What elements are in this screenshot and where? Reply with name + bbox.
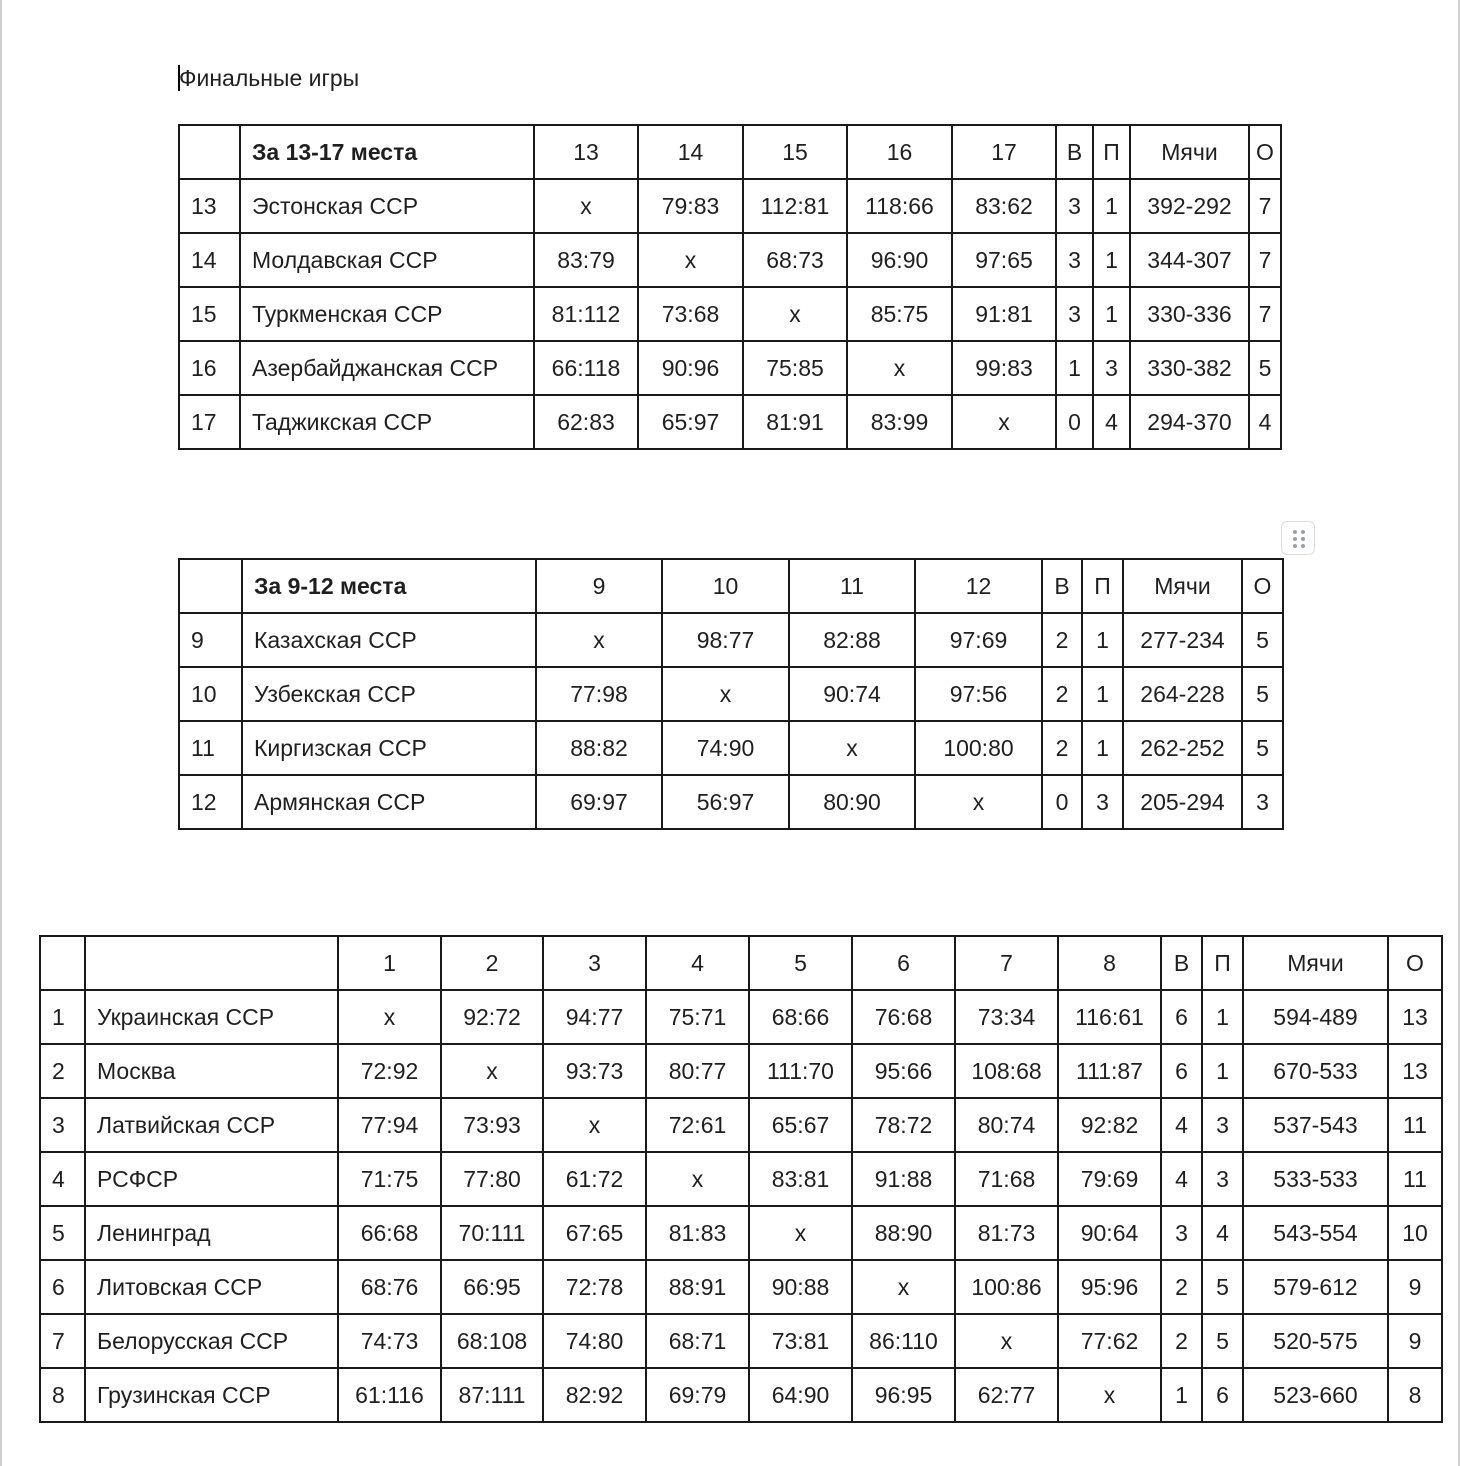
score-cell[interactable]: х xyxy=(338,990,441,1044)
score-cell[interactable]: х xyxy=(955,1314,1058,1368)
column-header[interactable]: 16 xyxy=(847,125,952,179)
score-cell[interactable]: 98:77 xyxy=(662,613,789,667)
score-cell[interactable]: 85:75 xyxy=(847,287,952,341)
column-header[interactable] xyxy=(179,559,242,613)
team-name[interactable]: Казахская ССР xyxy=(242,613,536,667)
score-cell[interactable]: 74:90 xyxy=(662,721,789,775)
table-title-cell[interactable]: За 13-17 места xyxy=(240,125,534,179)
score-cell[interactable]: 7 xyxy=(1249,287,1281,341)
table-row xyxy=(179,721,1283,775)
score-cell[interactable]: 100:86 xyxy=(955,1260,1058,1314)
score-cell[interactable]: 95:96 xyxy=(1058,1260,1161,1314)
score-cell[interactable]: 3 xyxy=(1242,775,1283,829)
score-cell[interactable]: 80:74 xyxy=(955,1098,1058,1152)
score-cell[interactable]: 579-612 xyxy=(1243,1260,1388,1314)
table-title-cell[interactable]: За 9-12 места xyxy=(242,559,536,613)
score-cell[interactable]: 76:68 xyxy=(852,990,955,1044)
place-number[interactable]: 9 xyxy=(179,613,242,667)
score-cell[interactable]: 3 xyxy=(1056,233,1093,287)
place-number[interactable]: 1 xyxy=(40,990,85,1044)
table-places-1-8[interactable] xyxy=(39,935,1443,1423)
score-cell[interactable]: 2 xyxy=(1042,667,1082,721)
score-cell[interactable]: 80:77 xyxy=(646,1044,749,1098)
score-cell[interactable]: 90:88 xyxy=(749,1260,852,1314)
team-name[interactable]: РСФСР xyxy=(85,1152,338,1206)
score-cell[interactable]: 97:65 xyxy=(952,233,1056,287)
score-cell[interactable]: 99:83 xyxy=(952,341,1056,395)
table-row xyxy=(179,233,1281,287)
team-name[interactable]: Туркменская ССР xyxy=(240,287,534,341)
table-row xyxy=(179,775,1283,829)
score-cell[interactable]: х xyxy=(852,1260,955,1314)
score-cell[interactable]: 90:96 xyxy=(638,341,743,395)
column-header[interactable]: П xyxy=(1082,559,1123,613)
score-cell[interactable]: х xyxy=(847,341,952,395)
table-row xyxy=(40,1098,1442,1152)
column-header[interactable] xyxy=(40,936,85,990)
score-cell[interactable]: 11 xyxy=(1388,1152,1442,1206)
team-name[interactable]: Азербайджанская ССР xyxy=(240,341,534,395)
score-cell[interactable]: 96:90 xyxy=(847,233,952,287)
table-header-row xyxy=(40,936,1442,990)
place-number[interactable]: 13 xyxy=(179,179,240,233)
score-cell[interactable]: 262-252 xyxy=(1123,721,1242,775)
team-name[interactable]: Украинская ССР xyxy=(85,990,338,1044)
score-cell[interactable]: 118:66 xyxy=(847,179,952,233)
team-name[interactable]: Грузинская ССР xyxy=(85,1368,338,1422)
score-cell[interactable]: 81:73 xyxy=(955,1206,1058,1260)
score-cell[interactable]: 6 xyxy=(1161,990,1202,1044)
score-cell[interactable]: 1 xyxy=(1082,667,1123,721)
score-cell[interactable]: 0 xyxy=(1056,395,1093,449)
place-number[interactable]: 8 xyxy=(40,1368,85,1422)
score-cell[interactable]: 5 xyxy=(1242,667,1283,721)
column-header[interactable]: О xyxy=(1242,559,1283,613)
column-header[interactable]: 14 xyxy=(638,125,743,179)
score-cell[interactable]: 72:61 xyxy=(646,1098,749,1152)
score-cell[interactable]: 93:73 xyxy=(543,1044,646,1098)
place-number[interactable]: 16 xyxy=(179,341,240,395)
score-cell[interactable]: 62:83 xyxy=(534,395,638,449)
team-name[interactable]: Молдавская ССР xyxy=(240,233,534,287)
score-cell[interactable]: 670-533 xyxy=(1243,1044,1388,1098)
column-header[interactable]: 5 xyxy=(749,936,852,990)
score-cell[interactable]: 1 xyxy=(1056,341,1093,395)
score-cell[interactable]: 1 xyxy=(1161,1368,1202,1422)
table-row xyxy=(179,613,1283,667)
score-cell[interactable]: 73:68 xyxy=(638,287,743,341)
table-row xyxy=(40,1206,1442,1260)
score-cell[interactable]: 68:76 xyxy=(338,1260,441,1314)
score-cell[interactable]: 9 xyxy=(1388,1314,1442,1368)
team-name[interactable]: Белорусская ССР xyxy=(85,1314,338,1368)
score-cell[interactable]: 97:56 xyxy=(915,667,1042,721)
score-cell[interactable]: 94:77 xyxy=(543,990,646,1044)
table-title-cell[interactable] xyxy=(85,936,338,990)
column-header[interactable]: П xyxy=(1093,125,1130,179)
score-cell[interactable]: 90:74 xyxy=(789,667,915,721)
table-row xyxy=(179,667,1283,721)
score-cell[interactable]: 70:111 xyxy=(441,1206,543,1260)
score-cell[interactable]: 66:95 xyxy=(441,1260,543,1314)
table-row xyxy=(179,341,1281,395)
score-cell[interactable]: 5 xyxy=(1202,1314,1243,1368)
score-cell[interactable]: х xyxy=(662,667,789,721)
column-header[interactable]: 11 xyxy=(789,559,915,613)
score-cell[interactable]: 71:68 xyxy=(955,1152,1058,1206)
score-cell[interactable]: х xyxy=(534,179,638,233)
score-cell[interactable]: 95:66 xyxy=(852,1044,955,1098)
score-cell[interactable]: 330-336 xyxy=(1130,287,1249,341)
score-cell[interactable]: 80:90 xyxy=(789,775,915,829)
page-edge-left xyxy=(0,0,2,1466)
score-cell[interactable]: 3 xyxy=(1056,287,1093,341)
score-cell[interactable]: 92:82 xyxy=(1058,1098,1161,1152)
score-cell[interactable]: 1 xyxy=(1082,613,1123,667)
score-cell[interactable]: 77:98 xyxy=(536,667,662,721)
column-header[interactable]: 7 xyxy=(955,936,1058,990)
score-cell[interactable]: 65:67 xyxy=(749,1098,852,1152)
place-number[interactable]: 12 xyxy=(179,775,242,829)
column-header[interactable]: 15 xyxy=(743,125,847,179)
document-heading[interactable] xyxy=(178,62,359,94)
team-name[interactable]: Ленинград xyxy=(85,1206,338,1260)
score-cell[interactable]: 83:99 xyxy=(847,395,952,449)
score-cell[interactable]: 75:71 xyxy=(646,990,749,1044)
score-cell[interactable]: х xyxy=(743,287,847,341)
score-cell[interactable]: 6 xyxy=(1161,1044,1202,1098)
score-cell[interactable]: 5 xyxy=(1242,613,1283,667)
score-cell[interactable]: 112:81 xyxy=(743,179,847,233)
score-cell[interactable]: 111:70 xyxy=(749,1044,852,1098)
score-cell[interactable]: 64:90 xyxy=(749,1368,852,1422)
place-number[interactable]: 7 xyxy=(40,1314,85,1368)
score-cell[interactable]: 68:108 xyxy=(441,1314,543,1368)
table-row xyxy=(40,990,1442,1044)
place-number[interactable]: 10 xyxy=(179,667,242,721)
table-drag-handle[interactable] xyxy=(1281,521,1315,555)
score-cell[interactable]: 83:81 xyxy=(749,1152,852,1206)
table-places-9-12[interactable] xyxy=(178,558,1284,830)
place-number[interactable]: 6 xyxy=(40,1260,85,1314)
score-cell[interactable]: 392-292 xyxy=(1130,179,1249,233)
table-row xyxy=(40,1152,1442,1206)
team-name[interactable]: Киргизская ССР xyxy=(242,721,536,775)
place-number[interactable]: 3 xyxy=(40,1098,85,1152)
score-cell[interactable]: 77:94 xyxy=(338,1098,441,1152)
table-header-row xyxy=(179,125,1281,179)
score-cell[interactable]: 61:72 xyxy=(543,1152,646,1206)
score-cell[interactable]: 83:79 xyxy=(534,233,638,287)
score-cell[interactable]: 4 xyxy=(1093,395,1130,449)
score-cell[interactable]: 68:73 xyxy=(743,233,847,287)
score-cell[interactable]: 11 xyxy=(1388,1098,1442,1152)
score-cell[interactable]: 7 xyxy=(1249,233,1281,287)
score-cell[interactable]: 92:72 xyxy=(441,990,543,1044)
score-cell[interactable]: 594-489 xyxy=(1243,990,1388,1044)
score-cell[interactable]: 56:97 xyxy=(662,775,789,829)
score-cell[interactable]: 3 xyxy=(1056,179,1093,233)
score-cell[interactable]: 537-543 xyxy=(1243,1098,1388,1152)
score-cell[interactable]: 88:91 xyxy=(646,1260,749,1314)
table-row xyxy=(179,179,1281,233)
score-cell[interactable]: 88:82 xyxy=(536,721,662,775)
column-header[interactable]: 4 xyxy=(646,936,749,990)
score-cell[interactable]: 61:116 xyxy=(338,1368,441,1422)
column-header[interactable]: В xyxy=(1161,936,1202,990)
score-cell[interactable]: 81:91 xyxy=(743,395,847,449)
column-header[interactable]: Мячи xyxy=(1130,125,1249,179)
place-number[interactable]: 14 xyxy=(179,233,240,287)
score-cell[interactable]: 1 xyxy=(1202,990,1243,1044)
table-row xyxy=(40,1044,1442,1098)
score-cell[interactable]: 13 xyxy=(1388,1044,1442,1098)
team-name[interactable]: Латвийская ССР xyxy=(85,1098,338,1152)
score-cell[interactable]: 294-370 xyxy=(1130,395,1249,449)
score-cell[interactable]: 9 xyxy=(1388,1260,1442,1314)
drag-handle-icon xyxy=(1291,528,1307,550)
place-number[interactable]: 11 xyxy=(179,721,242,775)
score-cell[interactable]: 5 xyxy=(1202,1260,1243,1314)
score-cell[interactable]: 77:62 xyxy=(1058,1314,1161,1368)
score-cell[interactable]: 2 xyxy=(1042,721,1082,775)
heading-text: Финальные игры xyxy=(179,65,360,91)
column-header[interactable]: 10 xyxy=(662,559,789,613)
score-cell[interactable]: 116:61 xyxy=(1058,990,1161,1044)
score-cell[interactable]: 71:75 xyxy=(338,1152,441,1206)
column-header[interactable]: П xyxy=(1202,936,1243,990)
place-number[interactable]: 2 xyxy=(40,1044,85,1098)
score-cell[interactable]: 13 xyxy=(1388,990,1442,1044)
column-header[interactable]: О xyxy=(1249,125,1281,179)
place-number[interactable]: 5 xyxy=(40,1206,85,1260)
team-name[interactable]: Литовская ССР xyxy=(85,1260,338,1314)
score-cell[interactable]: 533-533 xyxy=(1243,1152,1388,1206)
column-header[interactable]: 17 xyxy=(952,125,1056,179)
table-row xyxy=(179,287,1281,341)
score-cell[interactable]: 68:66 xyxy=(749,990,852,1044)
column-header[interactable]: Мячи xyxy=(1123,559,1242,613)
column-header[interactable]: 2 xyxy=(441,936,543,990)
score-cell[interactable]: 73:34 xyxy=(955,990,1058,1044)
score-cell[interactable]: 7 xyxy=(1249,179,1281,233)
score-cell[interactable]: 2 xyxy=(1161,1260,1202,1314)
score-cell[interactable]: 4 xyxy=(1249,395,1281,449)
score-cell[interactable]: 96:95 xyxy=(852,1368,955,1422)
score-cell[interactable]: 520-575 xyxy=(1243,1314,1388,1368)
score-cell[interactable]: 10 xyxy=(1388,1206,1442,1260)
score-cell[interactable]: 5 xyxy=(1242,721,1283,775)
column-header[interactable]: 8 xyxy=(1058,936,1161,990)
score-cell[interactable]: 1 xyxy=(1093,179,1130,233)
score-cell[interactable]: 344-307 xyxy=(1130,233,1249,287)
team-name[interactable]: Москва xyxy=(85,1044,338,1098)
score-cell[interactable]: 5 xyxy=(1249,341,1281,395)
score-cell[interactable]: х xyxy=(543,1098,646,1152)
table-row xyxy=(179,395,1281,449)
score-cell[interactable]: х xyxy=(536,613,662,667)
score-cell[interactable]: 86:110 xyxy=(852,1314,955,1368)
score-cell[interactable]: 81:112 xyxy=(534,287,638,341)
score-cell[interactable]: 277-234 xyxy=(1123,613,1242,667)
score-cell[interactable]: 1 xyxy=(1093,287,1130,341)
place-number[interactable]: 17 xyxy=(179,395,240,449)
score-cell[interactable]: 330-382 xyxy=(1130,341,1249,395)
score-cell[interactable]: 2 xyxy=(1161,1314,1202,1368)
score-cell[interactable]: 3 xyxy=(1161,1206,1202,1260)
table-row xyxy=(40,1368,1442,1422)
score-cell[interactable]: 523-660 xyxy=(1243,1368,1388,1422)
score-cell[interactable]: 108:68 xyxy=(955,1044,1058,1098)
team-name[interactable]: Армянская ССР xyxy=(242,775,536,829)
column-header[interactable]: 3 xyxy=(543,936,646,990)
score-cell[interactable]: 8 xyxy=(1388,1368,1442,1422)
score-cell[interactable]: 4 xyxy=(1202,1206,1243,1260)
table-row xyxy=(40,1314,1442,1368)
score-cell[interactable]: 73:93 xyxy=(441,1098,543,1152)
score-cell[interactable]: 74:80 xyxy=(543,1314,646,1368)
score-cell[interactable]: 3 xyxy=(1202,1098,1243,1152)
team-name[interactable]: Эстонская ССР xyxy=(240,179,534,233)
score-cell[interactable]: 72:92 xyxy=(338,1044,441,1098)
column-header[interactable]: В xyxy=(1056,125,1093,179)
score-cell[interactable]: 0 xyxy=(1042,775,1082,829)
score-cell[interactable]: х xyxy=(749,1206,852,1260)
score-cell[interactable]: 66:118 xyxy=(534,341,638,395)
team-name[interactable]: Узбекская ССР xyxy=(242,667,536,721)
score-cell[interactable]: х xyxy=(638,233,743,287)
score-cell[interactable]: 72:78 xyxy=(543,1260,646,1314)
score-cell[interactable]: 67:65 xyxy=(543,1206,646,1260)
column-header[interactable]: Мячи xyxy=(1243,936,1388,990)
table-row xyxy=(40,1260,1442,1314)
score-cell[interactable]: 62:77 xyxy=(955,1368,1058,1422)
score-cell[interactable]: 68:71 xyxy=(646,1314,749,1368)
column-header[interactable]: 6 xyxy=(852,936,955,990)
score-cell[interactable]: х xyxy=(646,1152,749,1206)
score-cell[interactable]: 91:81 xyxy=(952,287,1056,341)
column-header[interactable]: 1 xyxy=(338,936,441,990)
score-cell[interactable]: 79:69 xyxy=(1058,1152,1161,1206)
column-header[interactable] xyxy=(179,125,240,179)
score-cell[interactable]: 4 xyxy=(1161,1152,1202,1206)
score-cell[interactable]: 6 xyxy=(1202,1368,1243,1422)
column-header[interactable]: В xyxy=(1042,559,1082,613)
score-cell[interactable]: 1 xyxy=(1202,1044,1243,1098)
score-cell[interactable]: 3 xyxy=(1093,341,1130,395)
place-number[interactable]: 15 xyxy=(179,287,240,341)
score-cell[interactable]: 79:83 xyxy=(638,179,743,233)
score-cell[interactable]: 4 xyxy=(1161,1098,1202,1152)
score-cell[interactable]: 83:62 xyxy=(952,179,1056,233)
score-cell[interactable]: 75:85 xyxy=(743,341,847,395)
score-cell[interactable]: 91:88 xyxy=(852,1152,955,1206)
score-cell[interactable]: 205-294 xyxy=(1123,775,1242,829)
score-cell[interactable]: 77:80 xyxy=(441,1152,543,1206)
place-number[interactable]: 4 xyxy=(40,1152,85,1206)
score-cell[interactable]: 100:80 xyxy=(915,721,1042,775)
score-cell[interactable]: 3 xyxy=(1202,1152,1243,1206)
score-cell[interactable]: 87:111 xyxy=(441,1368,543,1422)
score-cell[interactable]: х xyxy=(789,721,915,775)
score-cell[interactable]: 81:83 xyxy=(646,1206,749,1260)
score-cell[interactable]: 88:90 xyxy=(852,1206,955,1260)
score-cell[interactable]: 74:73 xyxy=(338,1314,441,1368)
team-name[interactable]: Таджикская ССР xyxy=(240,395,534,449)
score-cell[interactable]: 82:88 xyxy=(789,613,915,667)
score-cell[interactable]: 543-554 xyxy=(1243,1206,1388,1260)
column-header[interactable]: 13 xyxy=(534,125,638,179)
score-cell[interactable]: 264-228 xyxy=(1123,667,1242,721)
score-cell[interactable]: 97:69 xyxy=(915,613,1042,667)
table-header-row xyxy=(179,559,1283,613)
score-cell[interactable]: 2 xyxy=(1042,613,1082,667)
score-cell[interactable]: х xyxy=(1058,1368,1161,1422)
score-cell[interactable]: 78:72 xyxy=(852,1098,955,1152)
score-cell[interactable]: 111:87 xyxy=(1058,1044,1161,1098)
score-cell[interactable]: 73:81 xyxy=(749,1314,852,1368)
score-cell[interactable]: 66:68 xyxy=(338,1206,441,1260)
table-places-13-17[interactable] xyxy=(178,124,1282,450)
score-cell[interactable]: 65:97 xyxy=(638,395,743,449)
column-header[interactable]: 9 xyxy=(536,559,662,613)
score-cell[interactable]: 69:79 xyxy=(646,1368,749,1422)
score-cell[interactable]: х xyxy=(952,395,1056,449)
column-header[interactable]: О xyxy=(1388,936,1442,990)
score-cell[interactable]: 1 xyxy=(1093,233,1130,287)
score-cell[interactable]: 3 xyxy=(1082,775,1123,829)
score-cell[interactable]: 82:92 xyxy=(543,1368,646,1422)
score-cell[interactable]: 90:64 xyxy=(1058,1206,1161,1260)
score-cell[interactable]: 1 xyxy=(1082,721,1123,775)
score-cell[interactable]: х xyxy=(441,1044,543,1098)
score-cell[interactable]: 69:97 xyxy=(536,775,662,829)
column-header[interactable]: 12 xyxy=(915,559,1042,613)
score-cell[interactable]: х xyxy=(915,775,1042,829)
